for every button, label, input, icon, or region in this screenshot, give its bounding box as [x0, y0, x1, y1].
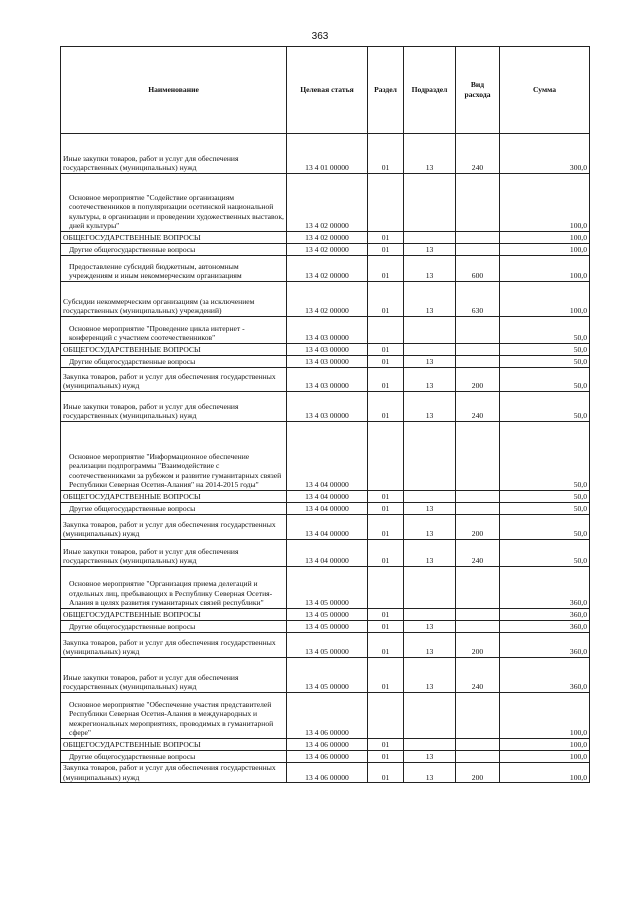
table-row	[61, 232, 590, 244]
row-target-article: 13 4 04 00000	[287, 491, 368, 503]
row-expense-kind: 630	[456, 282, 500, 317]
row-amount: 50,0	[500, 317, 590, 344]
row-target-article: 13 4 06 00000	[287, 693, 368, 739]
row-expense-kind	[456, 621, 500, 633]
row-expense-kind: 240	[456, 658, 500, 693]
row-subsection	[404, 422, 456, 491]
row-name: Субсидии некоммерческим организациям (за исключением государственных (муниципальных) учреждений)	[61, 282, 287, 317]
row-amount: 100,0	[500, 693, 590, 739]
row-section	[368, 174, 404, 232]
row-subsection: 13	[404, 540, 456, 567]
row-expense-kind	[456, 739, 500, 751]
row-expense-kind: 240	[456, 540, 500, 567]
row-subsection	[404, 693, 456, 739]
row-section: 01	[368, 540, 404, 567]
row-section: 01	[368, 658, 404, 693]
row-section: 01	[368, 356, 404, 368]
row-amount: 50,0	[500, 540, 590, 567]
row-target-article: 13 4 02 00000	[287, 282, 368, 317]
row-subsection	[404, 609, 456, 621]
row-subsection: 13	[404, 244, 456, 256]
row-name: Закупка товаров, работ и услуг для обеспечения государственных (муниципальных) нужд	[61, 633, 287, 658]
row-target-article: 13 4 03 00000	[287, 356, 368, 368]
table-row	[61, 567, 590, 609]
row-subsection: 13	[404, 356, 456, 368]
row-target-article: 13 4 03 00000	[287, 368, 368, 392]
row-name: ОБЩЕГОСУДАРСТВЕННЫЕ ВОПРОСЫ	[61, 491, 287, 503]
row-amount: 360,0	[500, 567, 590, 609]
row-expense-kind: 200	[456, 368, 500, 392]
row-amount: 50,0	[500, 344, 590, 356]
row-section	[368, 567, 404, 609]
row-section: 01	[368, 503, 404, 515]
row-name: Основное мероприятие "Организация приема делегаций и отдельных лиц, пребывающих в Республику Северная Осетия-Алания в целях развития гуманитарных связей республики"	[61, 567, 287, 609]
row-name: Основное мероприятие "Обеспечение участия представителей Республики Северная Осетия-Алания в международных и межрегиональных мероприятиях, проводимых в гуманитарной сфере"	[61, 693, 287, 739]
row-name: ОБЩЕГОСУДАРСТВЕННЫЕ ВОПРОСЫ	[61, 344, 287, 356]
row-target-article: 13 4 04 00000	[287, 503, 368, 515]
row-amount: 100,0	[500, 244, 590, 256]
row-name: ОБЩЕГОСУДАРСТВЕННЫЕ ВОПРОСЫ	[61, 609, 287, 621]
table-row	[61, 540, 590, 567]
row-expense-kind	[456, 344, 500, 356]
row-name: Другие общегосударственные вопросы	[61, 356, 287, 368]
row-amount: 360,0	[500, 621, 590, 633]
row-amount: 50,0	[500, 392, 590, 422]
row-subsection: 13	[404, 282, 456, 317]
row-section: 01	[368, 763, 404, 783]
row-expense-kind	[456, 567, 500, 609]
row-subsection: 13	[404, 256, 456, 282]
row-name: ОБЩЕГОСУДАРСТВЕННЫЕ ВОПРОСЫ	[61, 232, 287, 244]
table-row	[61, 751, 590, 763]
table-row	[61, 134, 590, 174]
row-name: Другие общегосударственные вопросы	[61, 621, 287, 633]
row-subsection: 13	[404, 751, 456, 763]
table-row	[61, 491, 590, 503]
row-name: Иные закупки товаров, работ и услуг для обеспечения государственных (муниципальных) нужд	[61, 658, 287, 693]
row-target-article: 13 4 01 00000	[287, 134, 368, 174]
row-name: Иные закупки товаров, работ и услуг для обеспечения государственных (муниципальных) нужд	[61, 134, 287, 174]
row-section: 01	[368, 392, 404, 422]
row-amount: 100,0	[500, 763, 590, 783]
row-target-article: 13 4 02 00000	[287, 232, 368, 244]
row-section: 01	[368, 621, 404, 633]
row-expense-kind	[456, 693, 500, 739]
row-target-article: 13 4 02 00000	[287, 244, 368, 256]
row-expense-kind	[456, 356, 500, 368]
table-body	[61, 134, 590, 783]
row-expense-kind	[456, 244, 500, 256]
row-section: 01	[368, 244, 404, 256]
row-subsection	[404, 567, 456, 609]
row-expense-kind: 200	[456, 633, 500, 658]
row-section: 01	[368, 491, 404, 503]
row-subsection	[404, 491, 456, 503]
row-target-article: 13 4 05 00000	[287, 633, 368, 658]
table-row	[61, 658, 590, 693]
row-name: Закупка товаров, работ и услуг для обеспечения государственных (муниципальных) нужд	[61, 368, 287, 392]
table-row	[61, 244, 590, 256]
row-amount: 360,0	[500, 609, 590, 621]
row-name: Предоставление субсидий бюджетным, автономным учреждениям и иным некоммерческим организациям	[61, 256, 287, 282]
row-expense-kind	[456, 609, 500, 621]
row-target-article: 13 4 03 00000	[287, 392, 368, 422]
row-section: 01	[368, 282, 404, 317]
row-section	[368, 693, 404, 739]
table-row	[61, 621, 590, 633]
row-target-article: 13 4 04 00000	[287, 422, 368, 491]
row-amount: 50,0	[500, 356, 590, 368]
row-target-article: 13 4 05 00000	[287, 658, 368, 693]
row-expense-kind	[456, 174, 500, 232]
row-section: 01	[368, 739, 404, 751]
table-row	[61, 282, 590, 317]
row-expense-kind: 200	[456, 515, 500, 540]
table-row	[61, 763, 590, 783]
table-row	[61, 515, 590, 540]
row-subsection: 13	[404, 763, 456, 783]
row-target-article: 13 4 02 00000	[287, 256, 368, 282]
row-amount: 50,0	[500, 515, 590, 540]
row-subsection	[404, 344, 456, 356]
table-row	[61, 344, 590, 356]
row-name: Другие общегосударственные вопросы	[61, 751, 287, 763]
row-amount: 50,0	[500, 422, 590, 491]
row-expense-kind: 240	[456, 392, 500, 422]
row-name: Закупка товаров, работ и услуг для обеспечения государственных (муниципальных) нужд	[61, 515, 287, 540]
row-expense-kind	[456, 503, 500, 515]
header-subsection: Подраздел	[404, 47, 456, 134]
header-section: Раздел	[368, 47, 404, 134]
row-amount: 360,0	[500, 658, 590, 693]
row-subsection: 13	[404, 633, 456, 658]
table-row	[61, 503, 590, 515]
row-subsection	[404, 232, 456, 244]
row-subsection	[404, 174, 456, 232]
row-name: Другие общегосударственные вопросы	[61, 503, 287, 515]
row-target-article: 13 4 02 00000	[287, 174, 368, 232]
row-expense-kind	[456, 751, 500, 763]
row-section: 01	[368, 344, 404, 356]
row-expense-kind: 240	[456, 134, 500, 174]
row-subsection: 13	[404, 658, 456, 693]
row-amount: 300,0	[500, 134, 590, 174]
row-name: Закупка товаров, работ и услуг для обеспечения государственных (муниципальных) нужд	[61, 763, 287, 783]
header-expense-kind: Вид расхода	[456, 47, 500, 134]
table-header-row	[61, 47, 590, 134]
row-target-article: 13 4 03 00000	[287, 317, 368, 344]
row-amount: 100,0	[500, 739, 590, 751]
row-target-article: 13 4 05 00000	[287, 609, 368, 621]
row-section: 01	[368, 232, 404, 244]
row-target-article: 13 4 06 00000	[287, 751, 368, 763]
row-amount: 50,0	[500, 503, 590, 515]
table-row	[61, 422, 590, 491]
row-name: Основное мероприятие "Информационное обеспечение реализации подпрограммы "Взаимодействие с соотечественниками за рубежом и развитие гуманитарных связей Республики Северная Осетия-Алания" на 2014-2015 годы"	[61, 422, 287, 491]
row-subsection: 13	[404, 515, 456, 540]
table-row	[61, 174, 590, 232]
row-section: 01	[368, 633, 404, 658]
row-section: 01	[368, 134, 404, 174]
table-row	[61, 392, 590, 422]
row-name: Иные закупки товаров, работ и услуг для обеспечения государственных (муниципальных) нужд	[61, 392, 287, 422]
table-row	[61, 693, 590, 739]
row-section: 01	[368, 368, 404, 392]
row-expense-kind	[456, 232, 500, 244]
table-row	[61, 317, 590, 344]
row-expense-kind: 600	[456, 256, 500, 282]
budget-table	[60, 46, 590, 783]
row-section	[368, 422, 404, 491]
row-subsection: 13	[404, 368, 456, 392]
row-name: Иные закупки товаров, работ и услуг для обеспечения государственных (муниципальных) нужд	[61, 540, 287, 567]
row-name: Другие общегосударственные вопросы	[61, 244, 287, 256]
row-subsection: 13	[404, 392, 456, 422]
row-subsection: 13	[404, 134, 456, 174]
table-row	[61, 739, 590, 751]
row-section	[368, 317, 404, 344]
row-amount: 50,0	[500, 368, 590, 392]
row-amount: 100,0	[500, 282, 590, 317]
table-row	[61, 609, 590, 621]
row-expense-kind	[456, 317, 500, 344]
row-amount: 100,0	[500, 232, 590, 244]
row-subsection	[404, 317, 456, 344]
row-amount: 100,0	[500, 256, 590, 282]
row-name: ОБЩЕГОСУДАРСТВЕННЫЕ ВОПРОСЫ	[61, 739, 287, 751]
row-amount: 100,0	[500, 174, 590, 232]
row-target-article: 13 4 04 00000	[287, 540, 368, 567]
row-target-article: 13 4 03 00000	[287, 344, 368, 356]
table-row	[61, 256, 590, 282]
row-subsection: 13	[404, 503, 456, 515]
row-target-article: 13 4 04 00000	[287, 515, 368, 540]
row-name: Основное мероприятие "Содействие организациям соотечественников в популяризации осетинской национальной культуры, в организации и проведении художественных выставок, дней культуры"	[61, 174, 287, 232]
header-amount: Сумма	[500, 47, 590, 134]
row-section: 01	[368, 256, 404, 282]
row-expense-kind	[456, 422, 500, 491]
row-target-article: 13 4 05 00000	[287, 567, 368, 609]
row-amount: 360,0	[500, 633, 590, 658]
table-row	[61, 356, 590, 368]
row-amount: 100,0	[500, 751, 590, 763]
row-amount: 50,0	[500, 491, 590, 503]
row-expense-kind	[456, 491, 500, 503]
header-target-article: Целевая статья	[287, 47, 368, 134]
table-row	[61, 368, 590, 392]
row-section: 01	[368, 609, 404, 621]
page-number: 363	[311, 31, 329, 42]
row-section: 01	[368, 515, 404, 540]
row-expense-kind: 200	[456, 763, 500, 783]
row-name: Основное мероприятие "Проведение цикла интернет - конференций с участием соотечественников"	[61, 317, 287, 344]
row-target-article: 13 4 05 00000	[287, 621, 368, 633]
row-target-article: 13 4 06 00000	[287, 739, 368, 751]
row-section: 01	[368, 751, 404, 763]
row-subsection	[404, 739, 456, 751]
row-target-article: 13 4 06 00000	[287, 763, 368, 783]
header-name: Наименование	[61, 47, 287, 134]
table-row	[61, 633, 590, 658]
row-subsection: 13	[404, 621, 456, 633]
